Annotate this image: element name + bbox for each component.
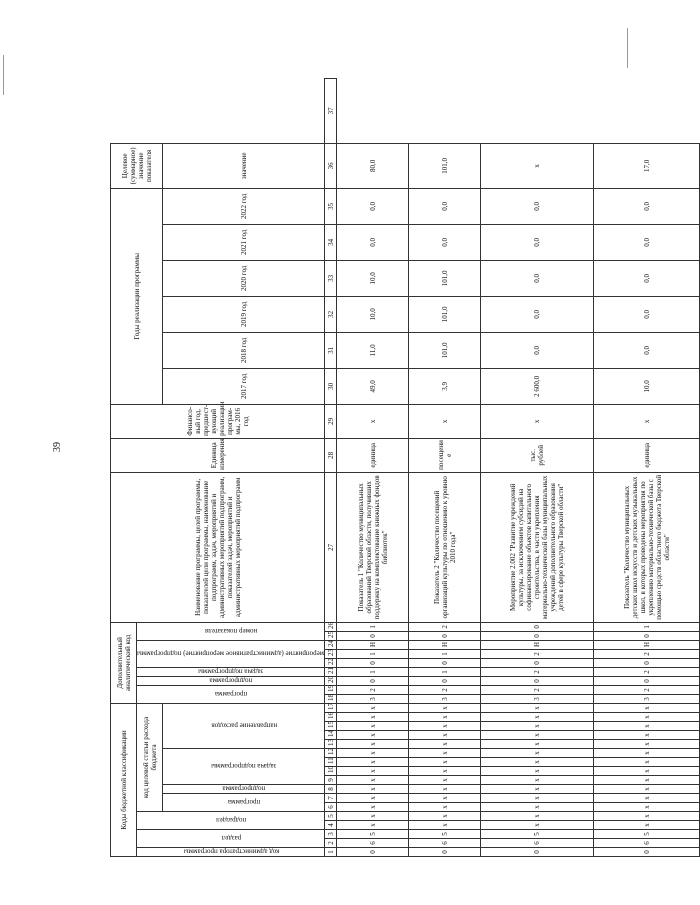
column-number: 35 [325, 188, 337, 224]
code-cell: 1 [337, 667, 409, 676]
code-cell: 5 [409, 830, 481, 839]
fin-year-cell: х [337, 404, 409, 438]
column-number: 8 [325, 785, 337, 794]
code-cell: х [594, 758, 700, 767]
header-razdel: раздел [137, 830, 325, 848]
column-number: 31 [325, 332, 337, 368]
fin-year-cell: х [409, 404, 481, 438]
column-number: 15 [325, 722, 337, 731]
column-number: 22 [325, 658, 337, 667]
code-cell: 6 [409, 839, 481, 848]
code-cell: 0 [594, 848, 700, 857]
code-cell: х [409, 776, 481, 785]
code-cell: х [409, 767, 481, 776]
header-y2019: 2019 год [163, 296, 325, 332]
code-cell: х [594, 785, 700, 794]
year-value-cell: 101,0 [409, 332, 481, 368]
header-target-codes: код целевой статьи расхода бюджета [137, 703, 163, 811]
code-cell: 0 [594, 631, 700, 640]
column-number: 3 [325, 830, 337, 839]
code-cell: 3 [337, 694, 409, 703]
code-cell: х [409, 803, 481, 812]
code-cell: х [481, 731, 594, 740]
column-number: 19 [325, 685, 337, 694]
code-cell: х [409, 785, 481, 794]
column-number: 10 [325, 767, 337, 776]
code-cell: Н [481, 640, 594, 649]
code-cell: 0 [337, 848, 409, 857]
code-cell: х [409, 713, 481, 722]
column-number: 9 [325, 776, 337, 785]
header-budget-codes: Коды бюджетной классификации [111, 703, 137, 856]
code-cell: х [594, 767, 700, 776]
target-value-cell: 80,0 [337, 143, 409, 188]
year-value-cell: 2 600,0 [481, 368, 594, 404]
column-number: 24 [325, 640, 337, 649]
code-cell: 6 [481, 839, 594, 848]
code-cell: 2 [594, 685, 700, 694]
code-cell: х [409, 749, 481, 758]
page-number: 39 [52, 442, 63, 452]
year-value-cell: 0,0 [481, 332, 594, 368]
code-cell: 6 [594, 839, 700, 848]
column-number: 26 [325, 622, 337, 631]
column-number: 36 [325, 143, 337, 188]
year-value-cell: 0,0 [594, 188, 700, 224]
code-cell: х [409, 758, 481, 767]
code-cell: 1 [337, 649, 409, 658]
header-a-program: программа [137, 685, 325, 703]
code-cell: х [481, 776, 594, 785]
year-value-cell: 0,0 [594, 296, 700, 332]
table-rotated [110, 78, 671, 857]
code-cell: х [337, 776, 409, 785]
column-number: 12 [325, 749, 337, 758]
header-unit: Единица измерения [111, 438, 325, 472]
code-cell: х [409, 703, 481, 712]
code-cell: х [337, 767, 409, 776]
code-cell: 6 [337, 839, 409, 848]
code-cell: х [409, 722, 481, 731]
header-a-num: номер показателя [137, 622, 325, 640]
year-value-cell: 10,0 [337, 296, 409, 332]
code-cell: х [594, 731, 700, 740]
code-cell: х [337, 794, 409, 803]
code-cell: 0 [594, 658, 700, 667]
column-number: 30 [325, 368, 337, 404]
column-number: 16 [325, 713, 337, 722]
indicator-name: Показатель "Количество муниципальных детских школ искусств и детских музыкальных школ, в которых проведены мероприятия по укреплению материально-технической базы с помощью средств областного бюджета Тверской области" [594, 472, 700, 622]
header-admin-code: код администратора программы [137, 848, 325, 857]
code-cell: х [481, 703, 594, 712]
table-stage [110, 78, 671, 857]
scan-mark-top-right [627, 28, 628, 68]
target-value-cell: 17,0 [594, 143, 700, 188]
indicator-name: Мероприятие 2.002 "Развитие учреждений культуры, за исключением субсидий на софинансирование объектов капитального строительства, в части укрепления материально-технической базы муниципальных учреждений дополнительного образования детей в сфере культуры Тверской области" [481, 472, 594, 622]
code-cell: х [337, 785, 409, 794]
code-cell: 5 [337, 830, 409, 839]
code-cell: Н [409, 640, 481, 649]
code-cell: х [594, 713, 700, 722]
code-cell: 0 [481, 622, 594, 631]
code-cell: х [481, 794, 594, 803]
header-y2017: 2017 год [163, 368, 325, 404]
column-number: 32 [325, 296, 337, 332]
code-cell: х [594, 749, 700, 758]
column-number: 33 [325, 260, 337, 296]
code-cell: 2 [481, 667, 594, 676]
code-cell: 5 [481, 830, 594, 839]
code-cell: х [409, 731, 481, 740]
header-podrazdel: подраздел [137, 812, 325, 830]
code-cell: 0 [409, 676, 481, 685]
column-number: 11 [325, 758, 337, 767]
header-analytic-codes: Дополнительный аналитический код [111, 622, 137, 703]
column-number: 37 [325, 79, 337, 144]
code-cell: х [594, 740, 700, 749]
year-value-cell: 101,0 [409, 260, 481, 296]
column-number: 18 [325, 694, 337, 703]
header-fin-year: Финансо-вый год, предшест-вующий реализации програм-мы, 2016 год [111, 404, 325, 438]
column-number: 34 [325, 224, 337, 260]
code-cell: х [337, 731, 409, 740]
code-cell: 2 [594, 667, 700, 676]
code-cell: 0 [481, 631, 594, 640]
code-cell: 0 [337, 658, 409, 667]
code-cell: Н [337, 640, 409, 649]
code-cell: 1 [337, 622, 409, 631]
code-cell: х [337, 713, 409, 722]
header-a-task: задача подпрограммы [137, 667, 325, 676]
year-value-cell: 0,0 [481, 296, 594, 332]
code-cell: х [337, 722, 409, 731]
code-cell: х [409, 794, 481, 803]
indicator-name: Показатель 1 "Количество муниципальных образований Тверской области, получивших поддержку на комплектование книжных фондов библиотек" [337, 472, 409, 622]
column-number: 20 [325, 676, 337, 685]
code-cell: 0 [481, 658, 594, 667]
header-c-subprogram: подпрограмма [163, 785, 325, 794]
code-cell: х [337, 758, 409, 767]
code-cell: 1 [409, 649, 481, 658]
code-cell: 2 [409, 622, 481, 631]
code-cell: х [481, 740, 594, 749]
code-cell: 0 [481, 848, 594, 857]
column-number: 5 [325, 812, 337, 821]
code-cell: 0 [409, 848, 481, 857]
code-cell: х [594, 812, 700, 821]
unit-cell: посещени е [409, 438, 481, 472]
year-value-cell: 0,0 [481, 188, 594, 224]
target-value-cell: х [481, 143, 594, 188]
target-value-cell: 101,0 [409, 143, 481, 188]
code-cell: 1 [594, 622, 700, 631]
code-cell: 3 [481, 694, 594, 703]
code-cell: х [481, 758, 594, 767]
column-number: 27 [325, 472, 337, 622]
header-y2022: 2022 год [163, 188, 325, 224]
year-value-cell: 0,0 [594, 332, 700, 368]
code-cell: 0 [337, 631, 409, 640]
code-cell: 2 [481, 649, 594, 658]
column-number: 21 [325, 667, 337, 676]
header-a-subprogram: подпрограмма [137, 676, 325, 685]
code-cell: 0 [481, 676, 594, 685]
code-cell: х [481, 803, 594, 812]
code-cell: х [409, 812, 481, 821]
year-value-cell: 101,0 [409, 296, 481, 332]
code-cell: 0 [409, 658, 481, 667]
indicator-name: Показатель 2 "Количество посещений организаций культуры по отношению к уровню 2010 года" [409, 472, 481, 622]
header-c-expense: направление расходов [163, 703, 325, 748]
column-number: 29 [325, 404, 337, 438]
code-cell: х [481, 785, 594, 794]
unit-cell: единица [594, 438, 700, 472]
table-row [481, 79, 594, 857]
header-y2018: 2018 год [163, 332, 325, 368]
column-number: 28 [325, 438, 337, 472]
code-cell: 1 [409, 667, 481, 676]
year-value-cell: 49,0 [337, 368, 409, 404]
code-cell: х [594, 821, 700, 830]
code-cell: Н [594, 640, 700, 649]
code-cell: х [594, 776, 700, 785]
year-value-cell: 0,0 [409, 224, 481, 260]
year-value-cell: 0,0 [481, 260, 594, 296]
header-y2021: 2021 год [163, 224, 325, 260]
header-a-measure: мероприятие (административное мероприятие) подпрограммы [137, 640, 325, 667]
code-cell: х [594, 803, 700, 812]
year-value-cell: 0,0 [337, 188, 409, 224]
header-c-direction: задача подпрограммы [163, 749, 325, 785]
code-cell: х [481, 812, 594, 821]
year-value-cell: 0,0 [594, 224, 700, 260]
code-cell: 2 [481, 685, 594, 694]
unit-cell: тыс. рублей [481, 438, 594, 472]
column-number: 2 [325, 839, 337, 848]
column-number: 1 [325, 848, 337, 857]
code-cell: х [481, 767, 594, 776]
table-row [409, 79, 481, 857]
code-cell: х [337, 803, 409, 812]
unit-cell: единица [337, 438, 409, 472]
code-cell: 0 [337, 676, 409, 685]
code-cell: х [409, 740, 481, 749]
header-name: Наименование программы, целей программы, показателей цели программы, наименование подпрограмм, задач, мероприятий и административных мероприятий подпрограмм, показателей задач, мероприятий и административных мероприятий подпрограмм [111, 472, 325, 622]
header-years: Годы реализации программы [111, 188, 163, 404]
year-value-cell: 10,0 [337, 260, 409, 296]
header-c-program: программа [163, 794, 325, 812]
year-value-cell: 0,0 [409, 188, 481, 224]
header-y2020: 2020 год [163, 260, 325, 296]
column-number: 7 [325, 794, 337, 803]
year-value-cell: 0,0 [594, 260, 700, 296]
code-cell: х [337, 821, 409, 830]
table-row [594, 79, 700, 857]
code-cell: х [481, 722, 594, 731]
code-cell: х [594, 722, 700, 731]
year-value-cell: 0,0 [337, 224, 409, 260]
code-cell: х [337, 749, 409, 758]
column-number: 17 [325, 703, 337, 712]
code-cell: х [481, 713, 594, 722]
code-cell: х [337, 812, 409, 821]
header-target: Целевое (суммарное) значение показателя [111, 143, 163, 188]
code-cell: х [337, 703, 409, 712]
code-cell: х [481, 749, 594, 758]
fin-year-cell: х [481, 404, 594, 438]
code-cell: 2 [337, 685, 409, 694]
code-cell: х [337, 740, 409, 749]
table-row [337, 79, 409, 857]
year-value-cell: 11,0 [337, 332, 409, 368]
year-value-cell: 0,0 [481, 224, 594, 260]
scan-mark-top-left [3, 55, 4, 95]
column-number: 4 [325, 821, 337, 830]
year-value-cell: 3,9 [409, 368, 481, 404]
fin-year-cell: х [594, 404, 700, 438]
code-cell: 2 [594, 649, 700, 658]
code-cell: 0 [594, 676, 700, 685]
code-cell: 5 [594, 830, 700, 839]
column-number: 14 [325, 731, 337, 740]
header-value: значение [163, 143, 325, 188]
column-number: 13 [325, 740, 337, 749]
indicators-table [110, 78, 700, 857]
column-number: 23 [325, 649, 337, 658]
code-cell: х [594, 794, 700, 803]
code-cell: х [409, 821, 481, 830]
code-cell: 3 [409, 694, 481, 703]
year-value-cell: 10,0 [594, 368, 700, 404]
code-cell: 2 [409, 685, 481, 694]
code-cell: 0 [409, 631, 481, 640]
code-cell: 3 [594, 694, 700, 703]
code-cell: х [481, 821, 594, 830]
column-number: 25 [325, 631, 337, 640]
code-cell: х [594, 703, 700, 712]
column-number: 6 [325, 803, 337, 812]
